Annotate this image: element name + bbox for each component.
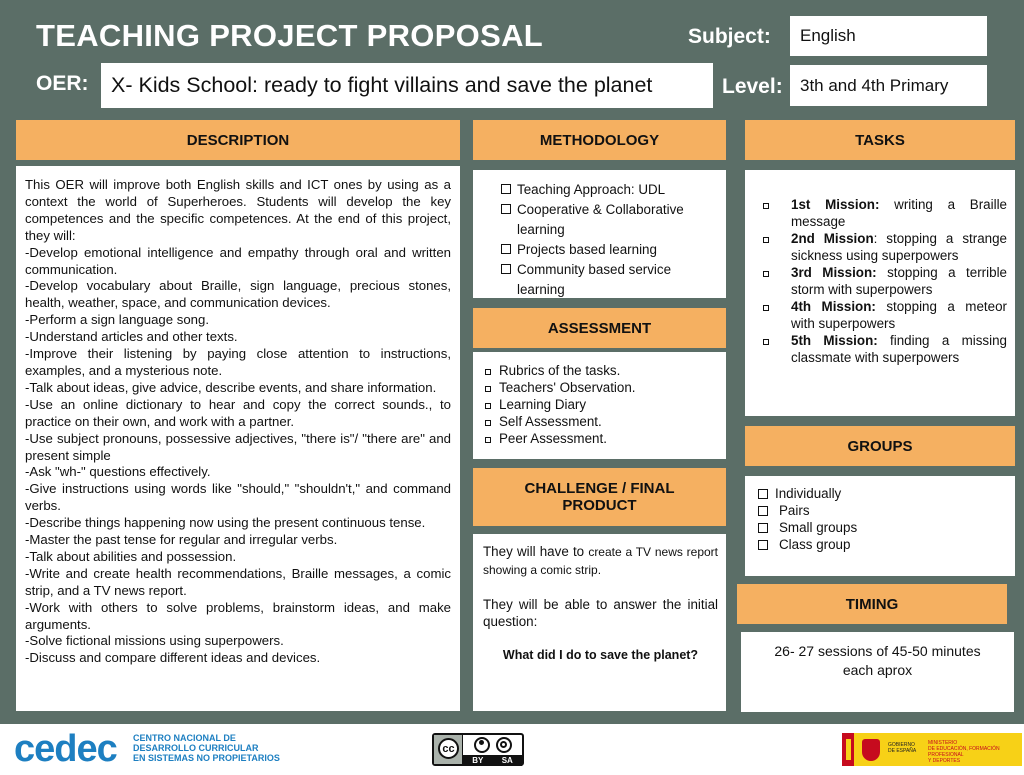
- task-mission-text: stopping a meteor with superpowers: [791, 299, 1007, 331]
- groups-panel: [745, 476, 1015, 576]
- description-line: -Talk about abilities and possession.: [25, 548, 237, 564]
- description-heading: DESCRIPTION: [16, 120, 460, 160]
- timing-heading: TIMING: [737, 584, 1007, 624]
- groups-item: Class group: [757, 536, 1005, 553]
- subject-field: English: [790, 16, 987, 56]
- task-mission-label: 1st Mission:: [791, 197, 880, 212]
- assessment-item: Rubrics of the tasks.: [483, 362, 716, 379]
- oer-field: X- Kids School: ready to fight villains and save the planet: [101, 63, 713, 108]
- groups-heading: GROUPS: [745, 426, 1015, 466]
- description-line: -Improve their listening by paying close attention to instructions, examples, and a mysterious note.: [25, 346, 451, 378]
- page-title: TEACHING PROJECT PROPOSAL: [36, 18, 543, 53]
- challenge-question: What did I do to save the planet?: [502, 648, 699, 662]
- task-mission-text: : stopping a strange sickness using superpowers: [791, 231, 1007, 263]
- cedec-tagline-line: CENTRO NACIONAL DE: [133, 733, 236, 743]
- description-line: -Describe things happening now using the present continuous tense.: [25, 515, 426, 531]
- assessment-item: Self Assessment.: [483, 413, 716, 430]
- coat-of-arms-icon: [862, 739, 880, 761]
- task-item: [753, 196, 1007, 230]
- level-label: Level:: [722, 75, 783, 98]
- methodology-item: Projects based learning: [500, 240, 716, 260]
- description-line: -Talk about ideas, give advice, describe events, and share information.: [25, 379, 437, 395]
- share-alike-icon: [496, 737, 512, 753]
- groups-list: [755, 485, 1005, 553]
- task-mission-text: stopping a terrible storm with superpowers: [791, 265, 1007, 297]
- ministry-text-line: Y DEPORTES: [928, 758, 961, 764]
- cc-license-badge: [432, 733, 524, 766]
- subject-label: Subject:: [688, 25, 771, 48]
- tasks-heading: TASKS: [745, 120, 1015, 160]
- description-line: -Give instructions using words like "should," "shouldn't," and command verbs.: [25, 481, 451, 514]
- assessment-item: Peer Assessment.: [483, 430, 716, 447]
- description-line: -Use subject pronouns, possessive adjectives, "there is"/ "there are" and present simple: [25, 430, 451, 463]
- cc-icon: cc: [438, 738, 459, 759]
- cedec-logo: cedec: [14, 728, 117, 770]
- cedec-tagline-line: DESARROLLO CURRICULAR: [133, 743, 259, 753]
- tasks-list: [753, 196, 1007, 366]
- task-mission-label: 4th Mission:: [791, 299, 876, 314]
- description-line: -Develop emotional intelligence and empathy through oral and written communication.: [25, 244, 451, 277]
- cedec-tagline: [133, 733, 280, 763]
- description-line: -Discuss and compare different ideas and devices.: [25, 650, 321, 666]
- methodology-item: Teaching Approach: UDL: [500, 180, 716, 200]
- assessment-heading: ASSESSMENT: [473, 308, 726, 348]
- ministry-text-line: DE EDUCACIÓN, FORMACIÓN PROFESIONAL: [928, 746, 1000, 758]
- cc-label-bar: [463, 755, 522, 766]
- task-item: [753, 230, 1007, 264]
- tasks-panel: [745, 170, 1015, 416]
- description-line: -Solve fictional missions using superpowers.: [25, 633, 284, 649]
- task-mission-label: 3rd Mission:: [791, 265, 877, 280]
- ministry-text-line: MINISTERIO: [928, 740, 958, 746]
- assessment-item: Teachers' Observation.: [483, 379, 716, 396]
- task-item: [753, 332, 1007, 366]
- assessment-item: Learning Diary: [483, 396, 716, 413]
- assessment-panel: [473, 352, 726, 459]
- cc-by-label: BY: [472, 756, 484, 765]
- description-panel: [16, 166, 460, 711]
- task-mission-text: finding a missing classmate with superpowers: [791, 333, 1007, 365]
- challenge-text: create a TV news report showing a comic strip.: [483, 545, 719, 577]
- methodology-heading: METHODOLOGY: [473, 120, 726, 160]
- methodology-item: Community based service learning: [500, 260, 716, 300]
- ministry-text: [928, 740, 1022, 764]
- groups-item: Small groups: [757, 519, 1005, 536]
- methodology-item: Cooperative & Collaborative learning: [500, 200, 716, 240]
- ministry-logo: [842, 733, 1022, 766]
- methodology-list: [500, 180, 716, 300]
- challenge-paragraph: They will be able to answer the initial question:: [483, 597, 718, 629]
- description-line: -Work with others to solve problems, brainstorm ideas, and make arguments.: [25, 599, 451, 632]
- gov-text-line: DE ESPAÑA: [888, 748, 917, 754]
- description-line: -Understand articles and other texts.: [25, 329, 238, 345]
- description-line: -Use an online dictionary to hear and copy the correct sounds., to practice on their own, and work with a partner.: [25, 396, 451, 429]
- task-mission-text: writing a Braille message: [791, 197, 1007, 229]
- challenge-text: They will have to: [483, 544, 589, 559]
- methodology-panel: [473, 170, 726, 298]
- challenge-panel: [473, 534, 726, 711]
- task-item: [753, 264, 1007, 298]
- description-line: -Master the past tense for regular and irregular verbs.: [25, 532, 338, 548]
- by-person-icon: [474, 737, 490, 753]
- level-field: 3th and 4th Primary: [790, 65, 987, 106]
- challenge-paragraph: [483, 543, 718, 579]
- timing-panel: 26- 27 sessions of 45-50 minutes each aprox: [741, 632, 1014, 712]
- cedec-tagline-line: EN SISTEMAS NO PROPIETARIOS: [133, 753, 280, 763]
- description-line: -Ask "wh-" questions effectively.: [25, 464, 211, 480]
- assessment-list: [483, 362, 716, 447]
- description-line: -Perform a sign language song.: [25, 312, 210, 328]
- challenge-heading: CHALLENGE / FINAL PRODUCT: [473, 468, 726, 526]
- groups-item: Pairs: [757, 502, 1005, 519]
- description-line: -Develop vocabulary about Braille, sign language, precious stones, health, weather, space, and communication devices.: [25, 278, 451, 311]
- task-mission-label: 5th Mission:: [791, 333, 878, 348]
- task-item: [753, 298, 1007, 332]
- gov-text: [888, 742, 916, 754]
- gov-text-line: GOBIERNO: [888, 742, 915, 748]
- description-line: -Write and create health recommendations, Braille messages, a comic strip, and a TV news report.: [25, 565, 451, 598]
- task-mission-label: 2nd Mission: [791, 231, 874, 246]
- cc-sa-label: SA: [501, 756, 513, 765]
- description-line: This OER will improve both English skills and ICT ones by using as a context the world of Superheroes. Students will develop the key competences and the specific competences. At the end of this project, they will:: [25, 177, 451, 243]
- oer-label: OER:: [36, 72, 89, 95]
- groups-item: Individually: [757, 485, 1005, 502]
- footer: [0, 724, 1024, 775]
